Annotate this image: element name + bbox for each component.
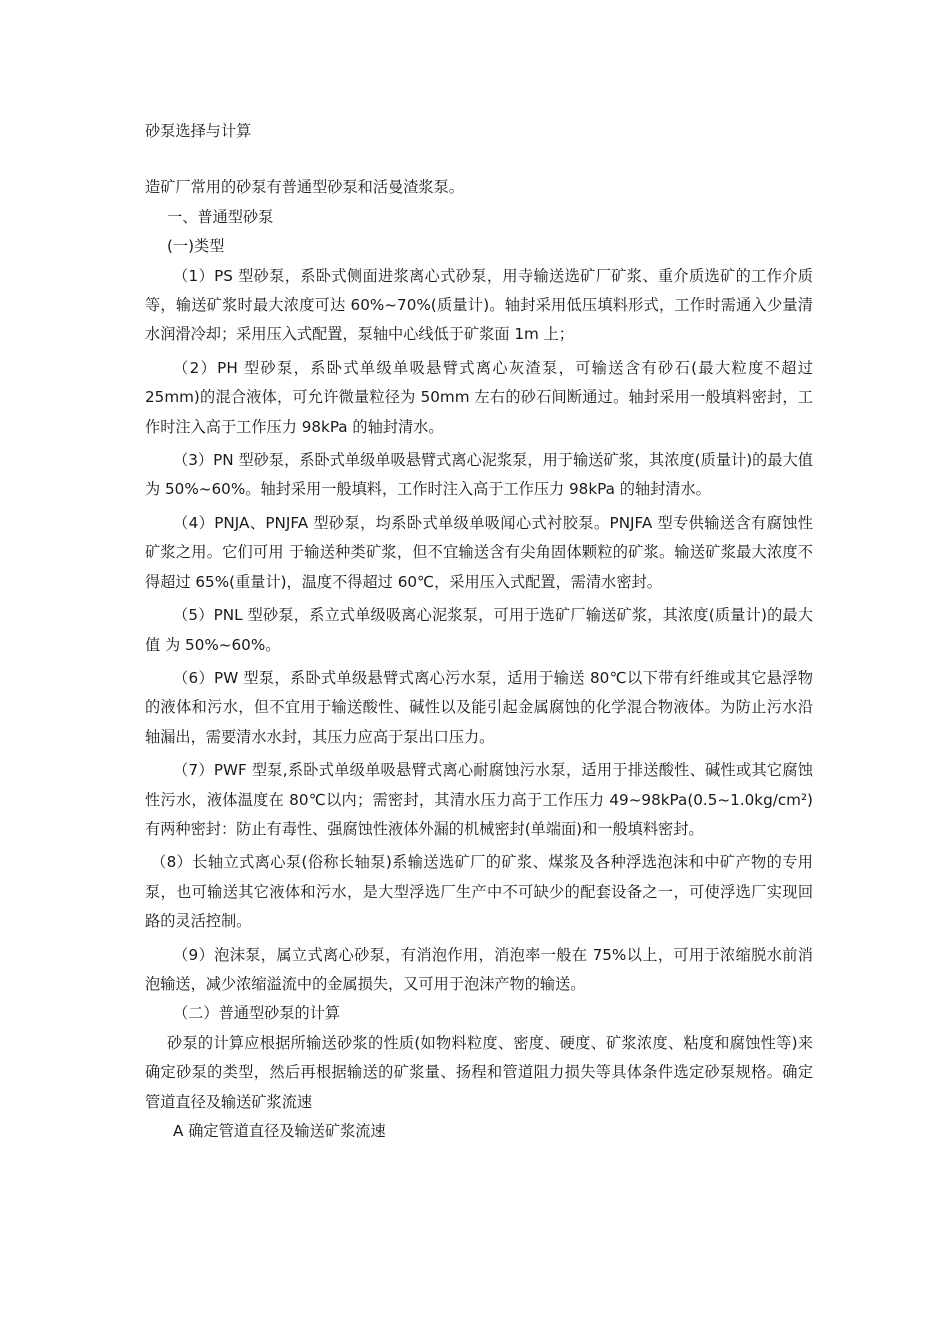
paragraph-long-shaft: （8）长轴立式离心泵(俗称长轴泵)系输送选矿厂的矿浆、煤浆及各种浮选泡沫和中矿产物的专用泵，也可输送其它液体和污水，是大型浮选厂生产中不可缺少的配套设备之一，可使浮选厂实现回路的灵活控制。 [145,853,813,931]
paragraph-pnja: （4）PNJA、PNJFA 型砂泵，均系卧式单级单吸闻心式衬胶泵。PNJFA 型专供输送含有腐蚀性矿浆之用。它们可用 于输送种类矿浆，但不宜输送含有尖角固体颗粒的矿浆。输送矿浆最大浓度不得超过 65%(重量计)，温度不得超过 60℃，采用压入式配置，需清水密封。 [145,513,813,591]
subsection-heading-types: (一)类型 [167,237,225,256]
paragraph-calc: 砂泵的计算应根据所输送砂浆的性质(如物料粒度、密度、硬度、矿浆浓度、粘度和腐蚀性等)来确定砂泵的类型，然后再根据输送的矿浆量、扬程和管道阻力损失等具体条件选定砂泵规格。确定管道直径及输送矿浆流速 [145,1033,813,1111]
document-title: 砂泵选择与计算 [145,122,252,140]
paragraph-ps: （1）PS 型砂泵，系卧式侧面进浆离心式砂泵，用寺输送选矿厂矿浆、重介质选矿的工作介质等，输送矿浆时最大浓度可达 60%~70%(质量计)。轴封采用低压填料形式，工作时需通入少量清水润滑冷却；采用压入式配置，泵轴中心线低于矿浆面 1m 上； [145,266,813,344]
paragraph-ph: （2）PH 型砂泵，系卧式单级单吸悬臂式离心灰渣泵，可输送含有砂石(最大粒度不超过 25mm)的混合液体，可允许微量粒径为 50mm 左右的砂石间断通过。轴封采用一般填料密封，工作时注入高于工作压力 98kPa 的轴封清水。 [145,358,813,436]
subsection-heading-a: A 确定管道直径及输送矿浆流速 [173,1122,386,1140]
section-heading-1: 一、普通型砂泵 [167,207,274,226]
paragraph-intro: 造矿厂常用的砂泵有普通型砂泵和活曼渣浆泵。 [145,178,464,197]
paragraph-pwf: （7）PWF 型泵,系卧式单级单吸悬臂式离心耐腐蚀污水泵，适用于排送酸性、碱性或其它腐蚀性污水，液体温度在 80℃以内；需密封，其清水压力高于工作压力 49~98kPa(0.5~1.0kg/cm²)有两种密封：防止有毒性、强腐蚀性液体外漏的机械密封(单端面)和一般填料密封。 [145,761,813,838]
paragraph-pnl: （5）PNL 型砂泵，系立式单级吸离心泥浆泵，可用于选矿厂输送矿浆，其浓度(质量计)的最大值 为 50%~60%。 [145,606,813,654]
paragraph-pw: （6）PW 型泵，系卧式单级悬臂式离心污水泵，适用于输送 80℃以下带有纤维或其它悬浮物的液体和污水，但不宜用于输送酸性、碱性以及能引起金属腐蚀的化学混合物液体。为防止污水沿轴漏出，需要清水水封，其压力应高于泵出口压力。 [145,668,813,746]
paragraph-foam: （9）泡沫泵，属立式离心砂泵，有消泡作用，消泡率一般在 75%以上，可用于浓缩脱水前消泡输送，减少浓缩溢流中的金属损失，又可用于泡沫产物的输送。 [145,945,813,993]
paragraph-pn: （3）PN 型砂泵，系卧式单级单吸悬臂式离心泥浆泵，用于输送矿浆，其浓度(质量计)的最大值为 50%~60%。轴封采用一般填料，工作时注入高于工作压力 98kPa 的轴封清水。 [145,451,813,499]
subsection-heading-calc: （二）普通型砂泵的计算 [173,1004,341,1023]
document-body [145,117,813,1146]
